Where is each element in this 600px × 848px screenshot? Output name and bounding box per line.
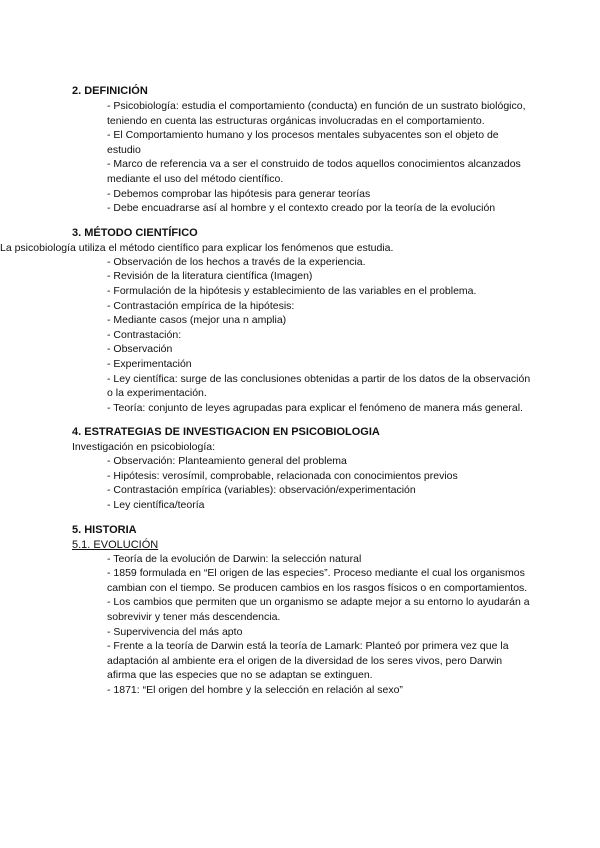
list-item: - Contrastación empírica de la hipótesis: [107, 299, 295, 312]
list-item: - Observación de los hechos a través de la experiencia. [107, 255, 366, 268]
list-item: - 1871: “El origen del hombre y la selección en relación al sexo” [107, 684, 403, 696]
section-heading: 3. MÉTODO CIENTÍFICO [72, 226, 198, 239]
list-item: - Los cambios que permiten que un organismo se adapte mejor a su entorno lo ayudarán a sobrevivir y tener más descendencia. [107, 596, 530, 624]
section-estrategias [72, 425, 532, 512]
list-item: - El Comportamiento humano y los procesos mentales subyacentes son el objeto de estudio [107, 129, 499, 156]
list-item: - Revisión de la literatura científica (Imagen) [107, 270, 313, 283]
list-item: - Marco de referencia va a ser el construido de todos aquellos conocimientos alcanzados mediante el uso del método científico. [107, 158, 521, 185]
bullet-list [72, 552, 532, 698]
list-item: - Experimentación [107, 357, 192, 370]
list-item: - Teoría: conjunto de leyes agrupadas para explicar el fenómeno de manera más general. [107, 401, 523, 414]
list-item: - 1859 formulada en “El origen de las especies”. Proceso mediante el cual los organismos cambian con el tiempo. Se producen cambios en los rasgos físicos o en comportamientos. [107, 567, 528, 594]
list-item: - Frente a la teoría de Darwin está la teoría de Lamark: Planteó por primera vez que la adaptación al ambiente era el origen de la diversidad de los seres vivos, pero Darwin afirma que las especies que no se adaptan se extinguen. [107, 640, 509, 682]
section-historia [72, 523, 532, 698]
list-item: - Debe encuadrarse así al hombre y el contexto creado por la teoría de la evolución [107, 202, 496, 215]
list-item: - Hipótesis: verosímil, comprobable, relacionada con conocimientos previos [107, 469, 458, 482]
section-metodo-cientifico [0, 226, 532, 416]
section-heading: 4. ESTRATEGIAS DE INVESTIGACION EN PSICOBIOLOGIA [72, 426, 380, 439]
list-item: - Contrastación empírica (variables): observación/experimentación [107, 484, 416, 497]
list-item: - Debemos comprobar las hipótesis para generar teorías [107, 187, 371, 200]
list-item: - Psicobiología: estudia el comportamiento (conducta) en función de un sustrato biológico, teniendo en cuenta las estructuras orgánicas involucradas en el comportamiento. [107, 100, 526, 127]
list-item: - Formulación de la hipótesis y establecimiento de las variables en el problema. [107, 284, 477, 297]
document-body [0, 84, 532, 698]
subsection-heading: 5.1. EVOLUCIÓN [72, 538, 159, 551]
section-intro: Investigación en psicobiología: [72, 441, 216, 454]
section-intro: La psicobiología utiliza el método científico para explicar los fenómenos que estudia. [0, 241, 394, 254]
list-item: - Supervivencia del más apto [107, 625, 243, 638]
list-item: - Observación: Planteamiento general del problema [107, 455, 347, 468]
list-item: - Ley científica/teoría [107, 499, 205, 512]
section-definicion [72, 84, 532, 216]
list-item: - Observación [107, 343, 173, 356]
list-item: - Contrastación: [107, 328, 182, 341]
list-item: - Teoría de la evolución de Darwin: la selección natural [107, 552, 362, 565]
bullet-list [72, 454, 532, 512]
bullet-list [72, 255, 532, 416]
bullet-list [72, 99, 532, 216]
list-item: - Ley científica: surge de las conclusiones obtenidas a partir de los datos de la observación o la experimentación. [107, 372, 531, 400]
list-item: - Mediante casos (mejor una n amplia) [107, 314, 287, 327]
section-heading: 5. HISTORIA [72, 523, 137, 536]
section-heading: 2. DEFINICIÓN [72, 85, 148, 97]
